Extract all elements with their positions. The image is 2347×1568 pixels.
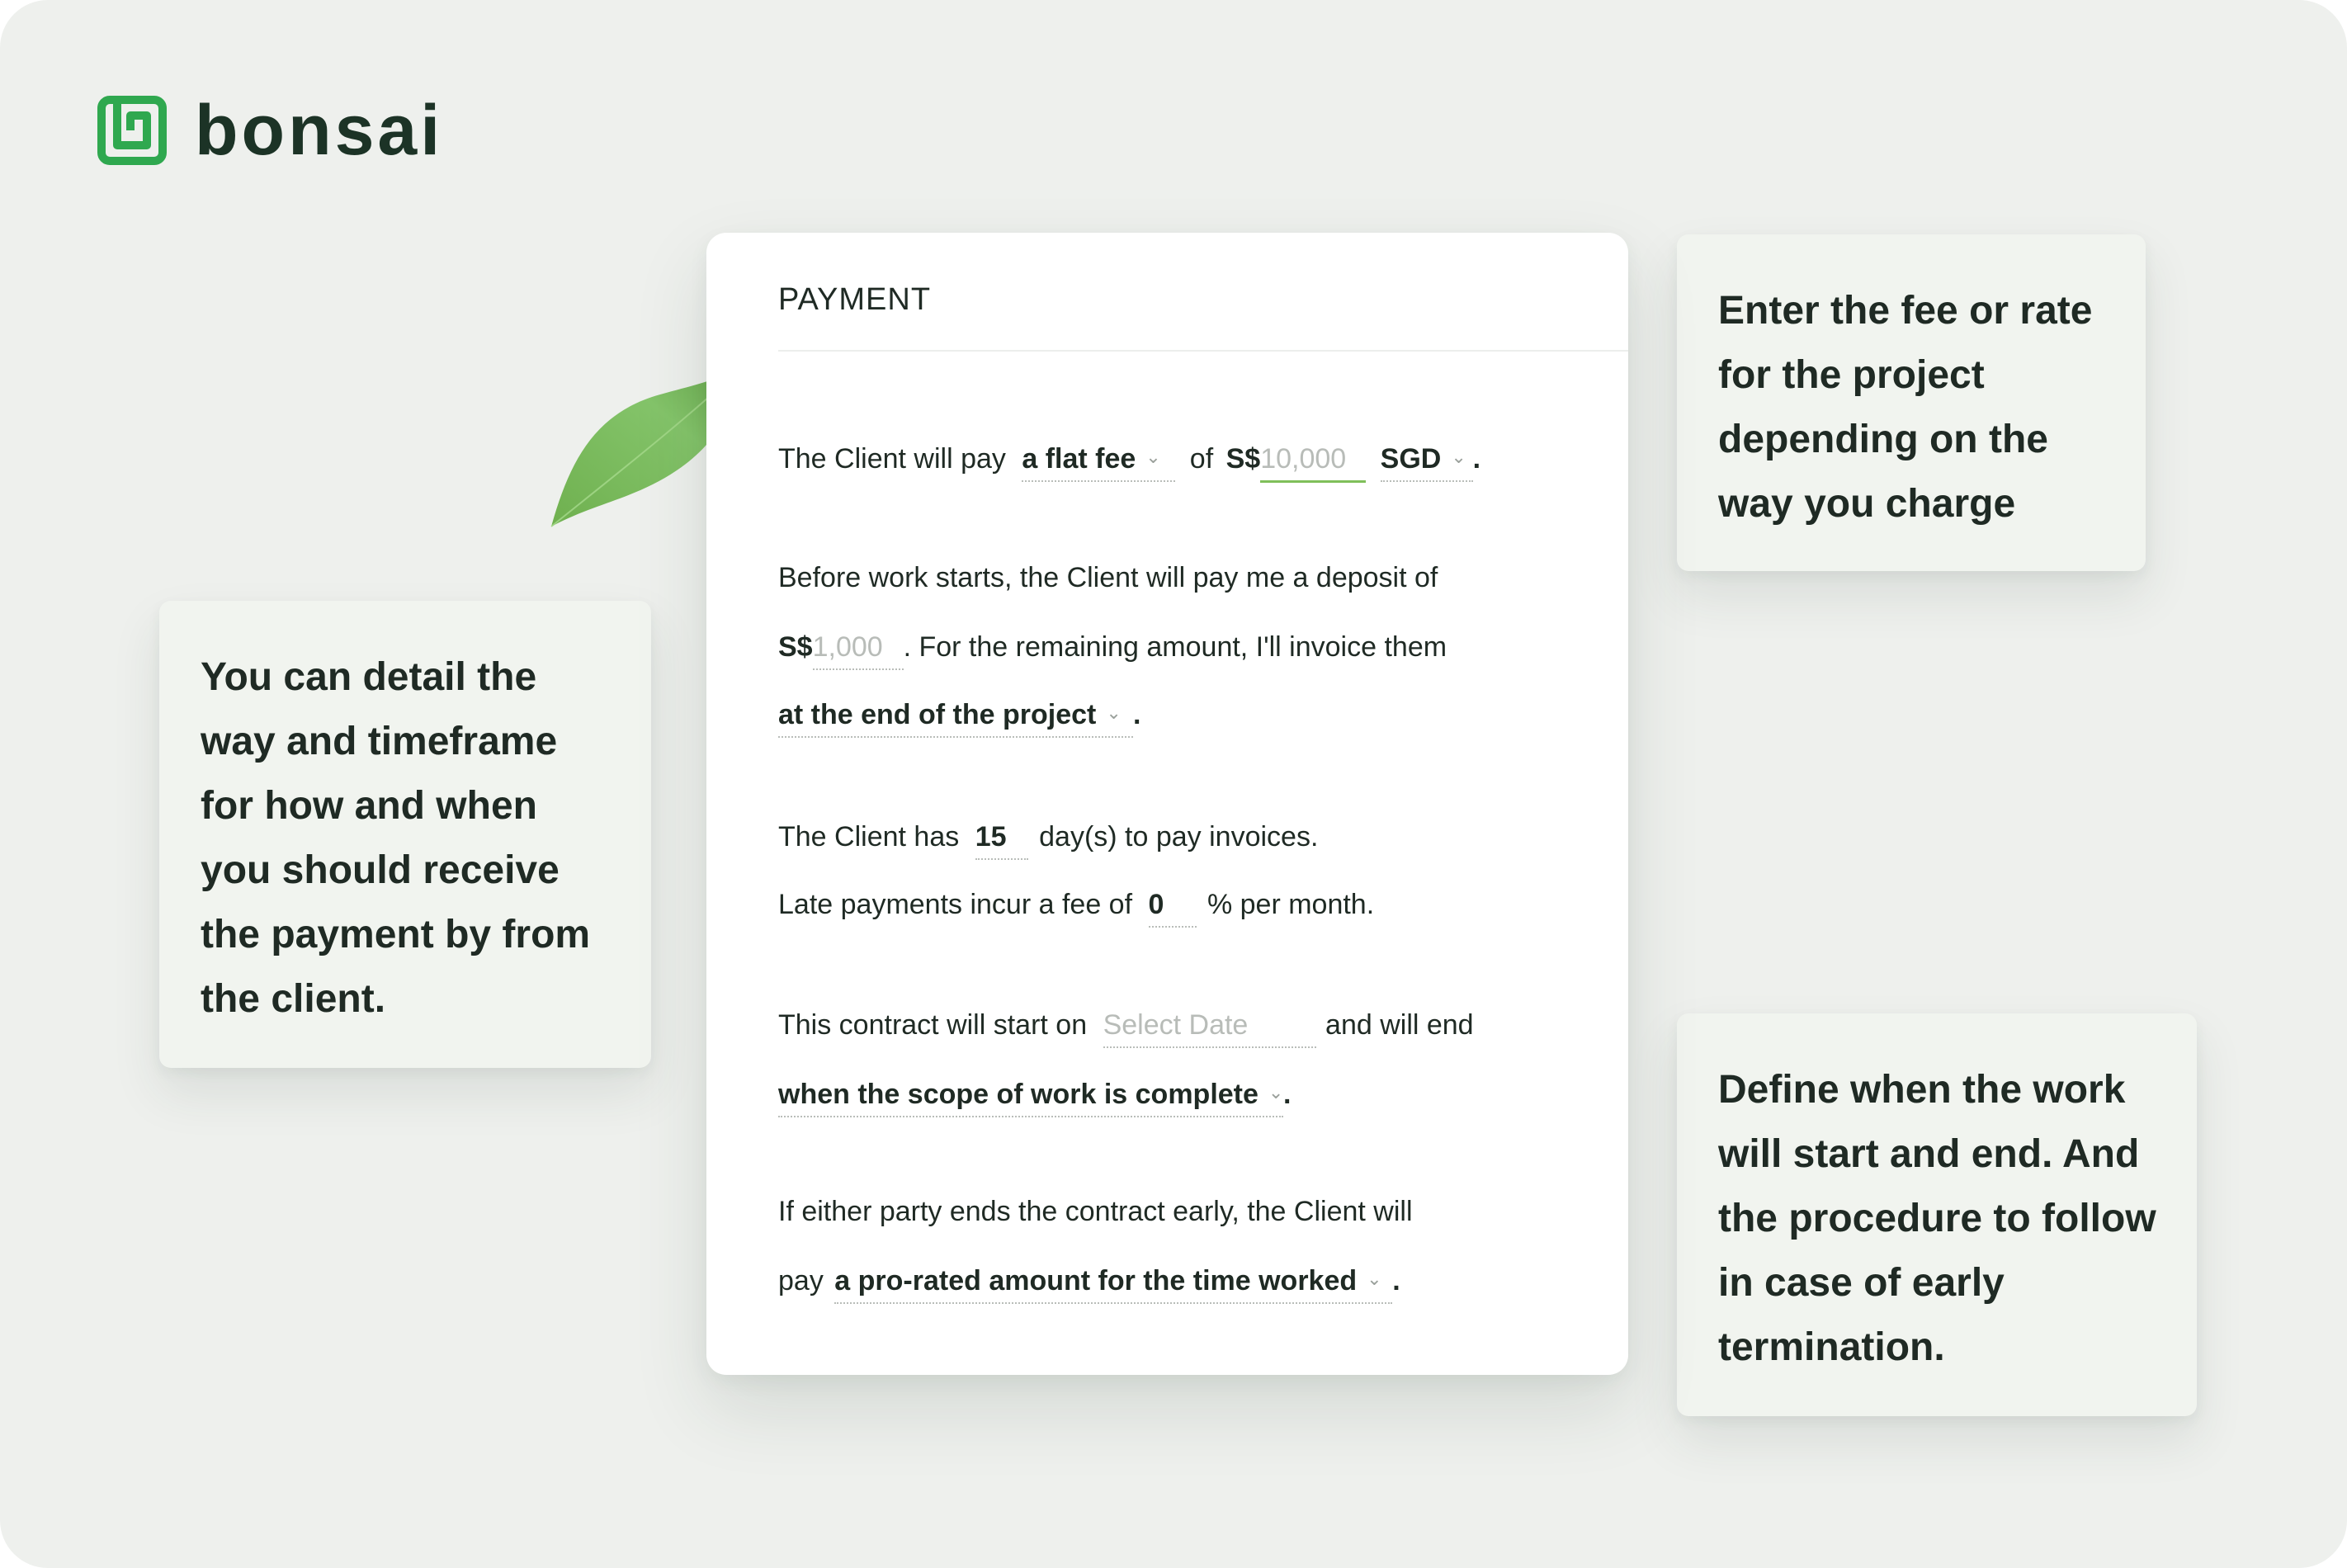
terms-suffix: day(s) to pay invoices.: [1039, 821, 1319, 852]
brand-name: bonsai: [195, 91, 444, 170]
chevron-down-icon: ⌄: [1451, 446, 1466, 467]
contract-dates-row-2: [778, 1070, 1291, 1119]
termination-option-value: a pro-rated amount for the time worked: [834, 1265, 1358, 1296]
payment-card: [706, 233, 1628, 1375]
termination-line1: If either party ends the contract early, the Client will: [778, 1196, 1413, 1227]
payment-days-input[interactable]: [975, 817, 1028, 860]
fee-currency-symbol: S$: [1225, 443, 1261, 475]
deposit-line1: Before work starts, the Client will pay me a deposit of: [778, 562, 1438, 593]
start-date-placeholder: Select Date: [1103, 1009, 1249, 1041]
card-divider: [778, 350, 1628, 352]
deposit-currency-symbol: S$: [778, 631, 813, 663]
callout-payment-timeframe: [159, 601, 651, 1068]
currency-select[interactable]: [1381, 439, 1473, 482]
fee-end: .: [1472, 443, 1481, 475]
termination-row-2: [778, 1256, 1400, 1306]
card-title: PAYMENT: [778, 282, 932, 317]
late-suffix: % per month.: [1207, 889, 1375, 920]
deposit-amount-placeholder: 1,000: [812, 631, 883, 663]
chevron-down-icon: ⌄: [1268, 1082, 1284, 1103]
deposit-line2-suffix: . For the remaining amount, I'll invoice them: [903, 631, 1447, 663]
callout-payment-timeframe-text: You can detail the way and timeframe for how and when you should receive the payment by from the client.: [201, 655, 591, 1021]
termination-end: .: [1392, 1265, 1400, 1296]
deposit-row-3: [778, 690, 1140, 739]
invoice-timing-value: at the end of the project: [778, 699, 1097, 730]
contract-dates-row-1: [778, 1000, 1474, 1050]
end-condition-select[interactable]: [778, 1074, 1283, 1117]
dates-middle: and will end: [1325, 1009, 1474, 1041]
fee-prefix: The Client will pay: [778, 443, 1006, 475]
deposit-row-1: [778, 553, 1438, 602]
bonsai-logo-icon: [97, 96, 167, 165]
deposit-amount-input[interactable]: [813, 627, 904, 670]
callout-fee-rate: [1677, 234, 2146, 571]
fee-type-value: a flat fee: [1022, 443, 1136, 475]
late-fee-value: 0: [1148, 889, 1164, 920]
termination-prefix: pay: [778, 1265, 824, 1296]
fee-amount-input[interactable]: [1260, 439, 1366, 483]
callout-start-end-text: Define when the work will start and end. And the procedure to follow in case of early termination.: [1718, 1068, 2156, 1369]
callout-start-end: [1677, 1013, 2197, 1416]
invoice-timing-select[interactable]: [778, 695, 1133, 738]
start-date-picker[interactable]: [1103, 1005, 1316, 1048]
late-prefix: Late payments incur a fee of: [778, 889, 1133, 920]
late-fee-row: [778, 880, 1374, 929]
deposit-row-2: [778, 622, 1447, 672]
callout-fee-rate-text: Enter the fee or rate for the project depending on the way you charge: [1718, 289, 2093, 526]
late-fee-input[interactable]: [1149, 885, 1197, 928]
deposit-end: .: [1133, 699, 1141, 730]
currency-value: SGD: [1380, 443, 1442, 475]
dates-end: .: [1283, 1079, 1292, 1110]
termination-row-1: [778, 1187, 1413, 1236]
fee-row: [778, 434, 1480, 484]
dates-prefix: This contract will start on: [778, 1009, 1088, 1041]
chevron-down-icon: ⌄: [1145, 446, 1161, 467]
fee-type-select[interactable]: [1022, 439, 1175, 482]
chevron-down-icon: ⌄: [1367, 1268, 1382, 1289]
chevron-down-icon: ⌄: [1106, 702, 1122, 723]
fee-of: of: [1189, 443, 1214, 475]
end-condition-value: when the scope of work is complete: [778, 1079, 1259, 1110]
terms-prefix: The Client has: [778, 821, 960, 852]
bonsai-logo[interactable]: [97, 92, 443, 168]
payment-terms-row: [778, 812, 1318, 862]
termination-option-select[interactable]: [834, 1261, 1392, 1304]
payment-days-value: 15: [975, 821, 1007, 852]
fee-amount-placeholder: 10,000: [1260, 443, 1347, 475]
